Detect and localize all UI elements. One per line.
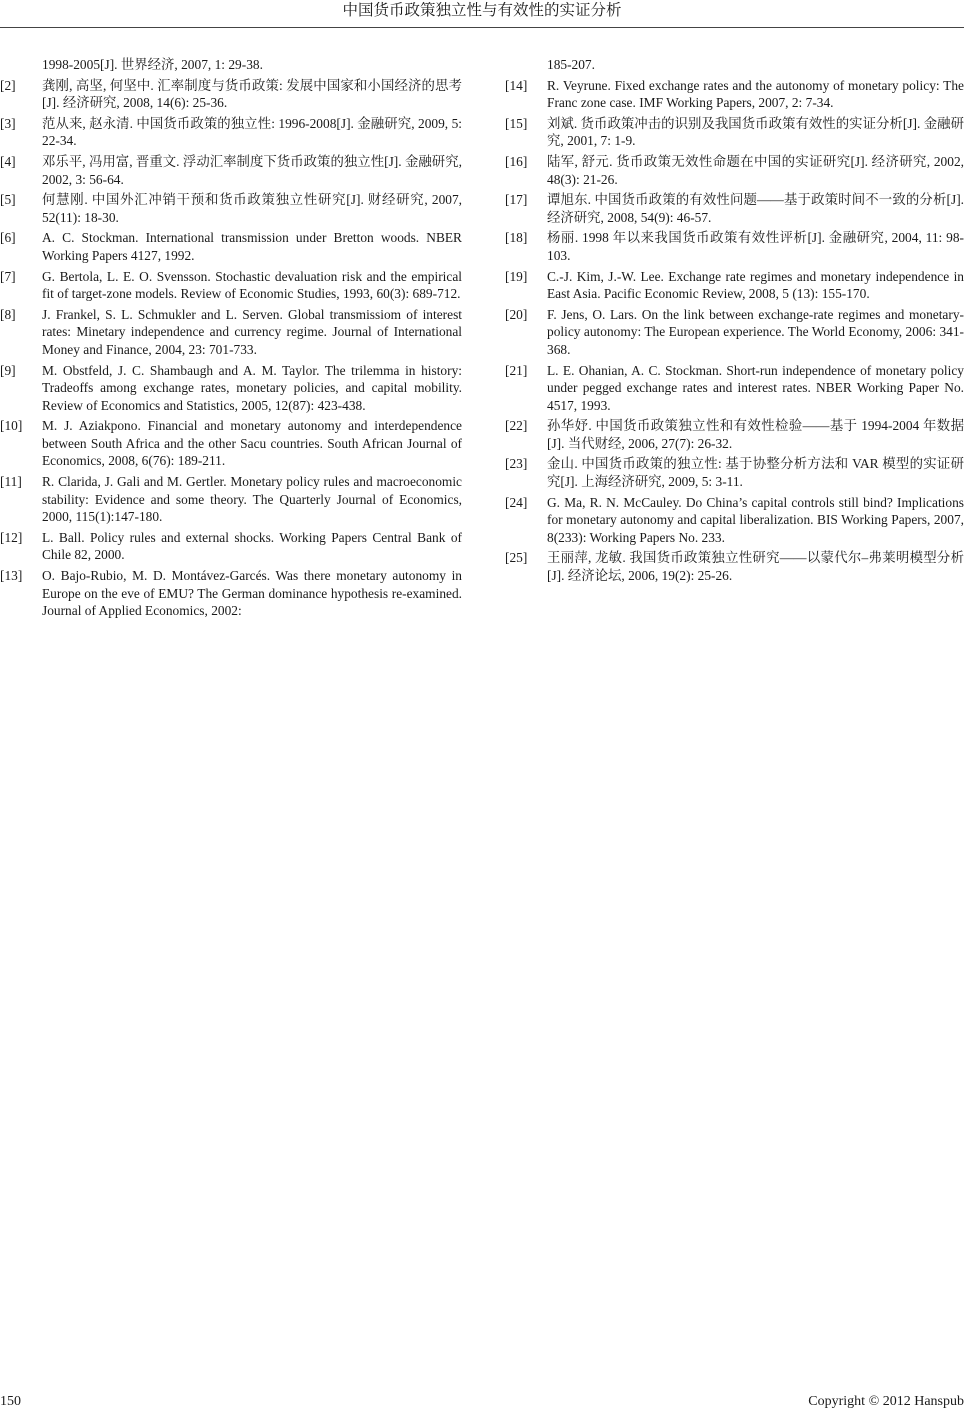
reference-item	[505, 455, 964, 490]
header-title: 中国货币政策独立性与有效性的实证分析	[342, 2, 622, 19]
reference-item	[505, 268, 964, 303]
reference-text: M. Obstfeld, J. C. Shambaugh and A. M. Taylor. The trilemma in history: Tradeoffs among exchange rates, monetary policies, and capital mobility. Review of Economics and Statistics, 2005, 12(87): 423-438.	[42, 362, 462, 413]
reference-item	[0, 77, 462, 112]
reference-text: R. Clarida, J. Gali and M. Gertler. Monetary policy rules and macroeconomic stability: Evidence and some theory. The Quarterly Journal of Economics, 2000, 115(1):147-180.	[42, 474, 462, 525]
reference-item	[0, 153, 462, 188]
reference-number: [18]	[505, 230, 528, 246]
reference-item	[505, 362, 964, 415]
reference-number: [14]	[505, 77, 528, 93]
reference-number: [5]	[0, 192, 16, 208]
reference-text: O. Bajo-Rubio, M. D. Montávez-Garcés. Was there monetary autonomy in Europe on the eve of EMU? The German dominance hypothesis re-examined. Journal of Applied Economics, 2002:	[42, 568, 462, 619]
reference-text: 1998-2005[J]. 世界经济, 2007, 1: 29-38.	[42, 57, 263, 72]
reference-text: 金山. 中国货币政策的独立性: 基于协整分析方法和 VAR 模型的实证研究[J]. 上海经济研究, 2009, 5: 3-11.	[547, 456, 964, 490]
references-left-column	[0, 56, 462, 623]
reference-item	[0, 115, 462, 150]
reference-number: [15]	[505, 115, 528, 131]
reference-number: [25]	[505, 550, 528, 566]
reference-item	[0, 417, 462, 470]
reference-text: 杨丽. 1998 年以来我国货币政策有效性评析[J]. 金融研究, 2004, 11: 98-103.	[547, 230, 964, 263]
reference-number: [3]	[0, 115, 16, 131]
reference-number: [20]	[505, 306, 528, 322]
reference-item	[0, 473, 462, 526]
reference-item	[505, 153, 964, 188]
reference-number: [9]	[0, 362, 16, 378]
reference-item	[0, 56, 462, 74]
reference-item	[505, 115, 964, 150]
reference-item	[0, 191, 462, 226]
reference-text: 孙华妤. 中国货币政策独立性和有效性检验——基于 1994-2004 年数据[J]. 当代财经, 2006, 27(7): 26-32.	[547, 418, 964, 451]
reference-text: 陆军, 舒元. 货币政策无效性命题在中国的实证研究[J]. 经济研究, 2002, 48(3): 21-26.	[547, 153, 964, 187]
reference-text: 王丽萍, 龙敏. 我国货币政策独立性研究——以蒙代尔–弗莱明模型分析[J]. 经济论坛, 2006, 19(2): 25-26.	[547, 550, 964, 584]
reference-text: A. C. Stockman. International transmission under Bretton woods. NBER Working Papers 4127, 1992.	[42, 230, 462, 263]
reference-item	[505, 494, 964, 547]
reference-number: [10]	[0, 418, 23, 434]
reference-number: [16]	[505, 153, 528, 169]
reference-number: [21]	[505, 362, 528, 378]
references-right-column	[505, 56, 964, 588]
reference-text: R. Veyrune. Fixed exchange rates and the autonomy of monetary policy: The Franc zone case. IMF Working Papers, 2007, 2: 7-34.	[547, 77, 964, 111]
reference-number: [6]	[0, 230, 16, 246]
reference-text: 龚刚, 高坚, 何坚中. 汇率制度与货币政策: 发展中国家和小国经济的思考[J]. 经济研究, 2008, 14(6): 25-36.	[42, 77, 462, 111]
reference-item	[0, 229, 462, 264]
reference-item	[505, 56, 964, 74]
reference-item	[0, 362, 462, 415]
running-header	[0, 0, 964, 28]
reference-number: [24]	[505, 494, 528, 510]
reference-item	[505, 229, 964, 264]
reference-item	[505, 306, 964, 359]
reference-number: [13]	[0, 568, 23, 584]
reference-item	[505, 77, 964, 112]
reference-number: [2]	[0, 77, 16, 93]
reference-text: 谭旭东. 中国货币政策的有效性问题——基于政策时间不一致的分析[J]. 经济研究, 2008, 54(9): 46-57.	[547, 192, 964, 225]
reference-number: [12]	[0, 529, 23, 545]
reference-item	[0, 306, 462, 359]
reference-text: 范从来, 赵永清. 中国货币政策的独立性: 1996-2008[J]. 金融研究, 2009, 5: 22-34.	[42, 115, 462, 149]
copyright-notice: Copyright © 2012 Hanspub	[808, 1394, 964, 1409]
page-number: 150	[0, 1394, 21, 1409]
reference-number: [4]	[0, 153, 16, 169]
reference-text: L. Ball. Policy rules and external shocks. Working Papers Central Bank of Chile 82, 2000.	[42, 529, 462, 563]
reference-number: [17]	[505, 192, 528, 208]
reference-text: F. Jens, O. Lars. On the link between exchange-rate regimes and monetary-policy autonomy: The European experience. The World Economy, 2006: 341-368.	[547, 306, 964, 357]
reference-item	[505, 191, 964, 226]
reference-text: 邓乐平, 冯用富, 晋重文. 浮动汇率制度下货币政策的独立性[J]. 金融研究, 2002, 3: 56-64.	[42, 153, 462, 187]
reference-item	[0, 529, 462, 564]
reference-number: [19]	[505, 268, 528, 284]
reference-text: M. J. Aziakpono. Financial and monetary autonomy and interdependence between South Africa and the other Sacu countries. South African Journal of Economics, 2008, 6(76): 189-211.	[42, 418, 462, 469]
reference-number: [11]	[0, 474, 22, 490]
reference-text: C.-J. Kim, J.-W. Lee. Exchange rate regimes and monetary independence in East Asia. Pacific Economic Review, 2008, 5 (13): 155-170.	[547, 268, 964, 302]
reference-text: G. Ma, R. N. McCauley. Do China’s capital controls still bind? Implications for monetary autonomy and capital liberalization. BIS Working Papers, 2007, 8(233): Working Papers No. 233.	[547, 494, 964, 545]
reference-item	[0, 567, 462, 620]
reference-number: [7]	[0, 268, 16, 284]
reference-item	[505, 417, 964, 452]
reference-text: J. Frankel, S. L. Schmukler and L. Serven. Global transmissiom of interest rates: Minetary independence and currency regime. Journal of International Money and Finance, 2004, 23: 701-733.	[42, 306, 462, 357]
reference-text: L. E. Ohanian, A. C. Stockman. Short-run independence of monetary policy under pegged exchange rates and interest rates. NBER Working Paper No. 4517, 1993.	[547, 362, 964, 413]
reference-text: G. Bertola, L. E. O. Svensson. Stochastic devaluation risk and the empirical fit of target-zone models. Review of Economic Studies, 1993, 60(3): 689-712.	[42, 268, 462, 302]
reference-number: [8]	[0, 306, 16, 322]
reference-item	[0, 268, 462, 303]
reference-item	[505, 549, 964, 584]
reference-text: 何慧刚. 中国外汇冲销干预和货币政策独立性研究[J]. 财经研究, 2007, 52(11): 18-30.	[42, 192, 462, 225]
reference-number: [23]	[505, 456, 528, 472]
reference-text: 刘斌. 货币政策冲击的识别及我国货币政策有效性的实证分析[J]. 金融研究, 2001, 7: 1-9.	[547, 115, 964, 149]
reference-text: 185-207.	[547, 57, 595, 72]
reference-number: [22]	[505, 418, 528, 434]
